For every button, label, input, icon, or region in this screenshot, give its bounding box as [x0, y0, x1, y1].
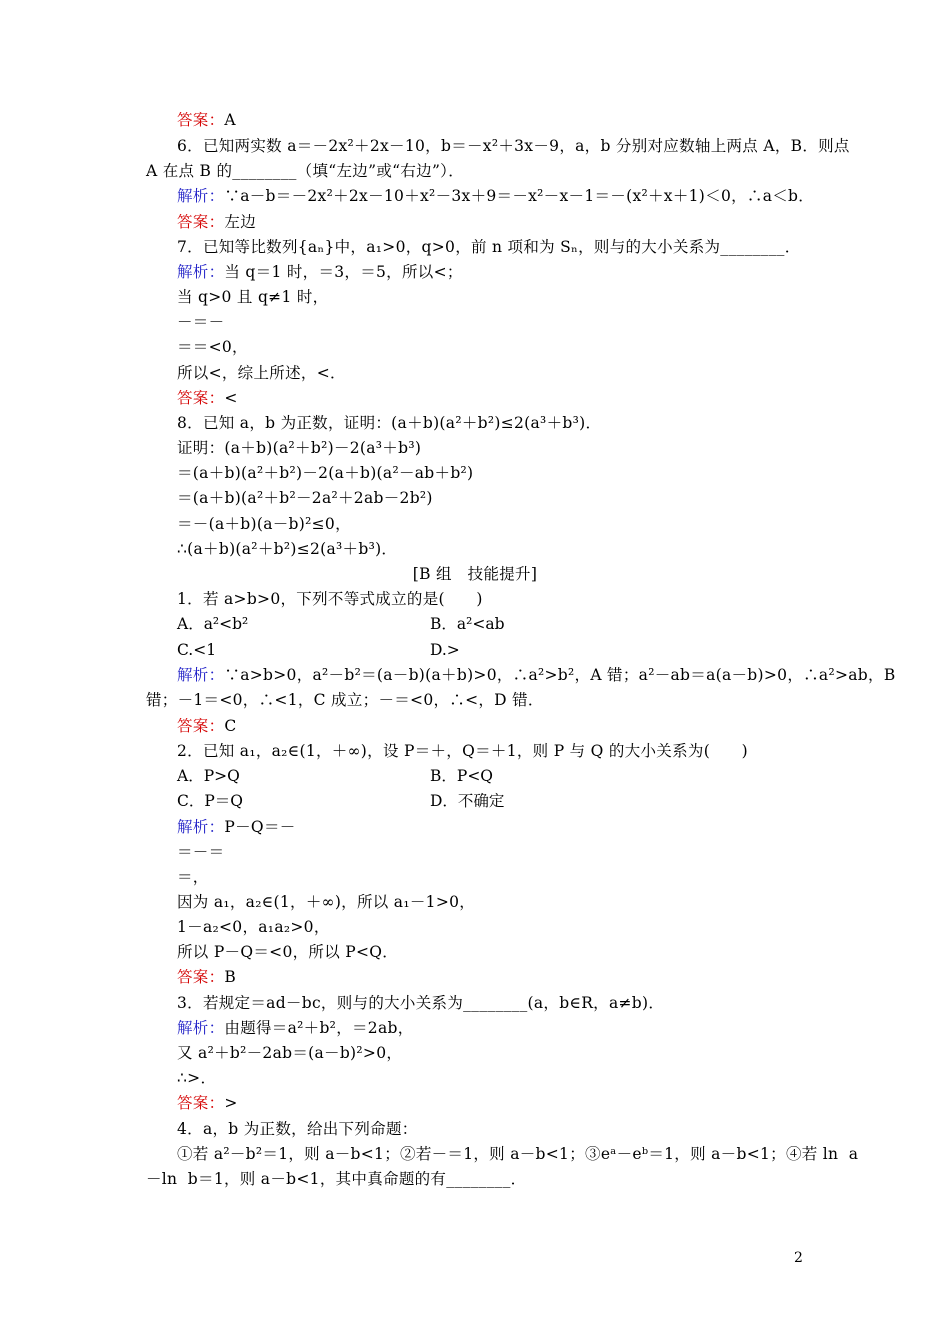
text-line — [177, 917, 330, 937]
analysis-label: 解析： — [177, 1019, 225, 1037]
text-span: 当 q＝1 时，＝3，＝5，所以<； — [224, 263, 463, 281]
text-line — [177, 993, 664, 1013]
text-line — [177, 262, 463, 282]
text-line — [177, 463, 473, 483]
choice-option: D.> — [430, 641, 460, 659]
text-line — [146, 1169, 526, 1189]
choice-option: A．a²<b² — [177, 615, 249, 633]
text-span: A 在点 B 的________（填“左边”或“右边”）． — [146, 162, 465, 180]
text-line — [177, 363, 346, 383]
text-span: < — [224, 389, 238, 407]
answer-label: 答案： — [177, 389, 225, 407]
text-line — [177, 388, 238, 408]
text-span: ＝(a＋b)(a²＋b²)－2(a＋b)(a²－ab＋b²) — [177, 464, 474, 482]
text-span: ＝－(a＋b)(a－b)²≤0， — [177, 515, 351, 533]
text-line — [177, 337, 248, 357]
answer-label: 答案： — [177, 111, 225, 129]
text-line — [177, 413, 601, 433]
page-number: 2 — [794, 1250, 803, 1266]
text-span: P－Q＝－ — [224, 818, 296, 836]
text-span: －＝－ — [177, 313, 225, 331]
text-span: 1－a₂<0，a₁a₂>0， — [177, 918, 330, 936]
text-line — [177, 312, 224, 332]
analysis-label: 解析： — [177, 666, 225, 684]
text-span: 又 a²＋b²－2ab＝(a－b)²>0， — [177, 1044, 403, 1062]
text-line — [177, 539, 397, 559]
text-span: > — [224, 1094, 238, 1112]
text-line — [177, 514, 351, 534]
text-line — [177, 665, 896, 685]
text-line — [177, 488, 433, 508]
text-span: 证明：(a＋b)(a²＋b²)－2(a³＋b³) — [177, 439, 422, 457]
text-span: ①若 a²－b²＝1，则 a－b<1；②若－＝1，则 a－b<1；③eᵃ－eᵇ＝1，则 a－b<1；④若 ln a — [177, 1145, 859, 1163]
text-span: 所以<，综上所述，<． — [177, 364, 346, 382]
text-span: ∵a>b>0，a²－b²＝(a－b)(a＋b)>0，∴a²>b²，A 错；a²－ab＝a(a－b)>0，∴a²>ab，B — [224, 666, 896, 684]
analysis-label: 解析： — [177, 263, 225, 281]
text-span: A — [224, 111, 236, 129]
text-span: ∴(a＋b)(a²＋b²)≤2(a³＋b³)． — [177, 540, 398, 558]
text-line — [177, 212, 256, 232]
text-span: ＝， — [177, 868, 209, 886]
text-line — [177, 817, 296, 837]
text-line — [177, 1018, 414, 1038]
text-line — [177, 589, 483, 609]
text-span: 2．已知 a₁，a₂∈(1，＋∞)，设 P＝＋，Q＝＋1，则 P 与 Q 的大小关系为( ) — [177, 742, 749, 760]
section-heading — [0, 564, 950, 584]
text-span: [B 组 技能提升] — [412, 565, 538, 583]
text-line — [177, 741, 748, 761]
text-span: 4．a，b 为正数，给出下列命题： — [177, 1120, 418, 1138]
text-span: B — [224, 968, 237, 986]
text-span: 因为 a₁，a₂∈(1，＋∞)，所以 a₁－1>0， — [177, 893, 476, 911]
text-span: ＝＝<0， — [177, 338, 248, 356]
analysis-label: 解析： — [177, 187, 225, 205]
text-line — [177, 842, 224, 862]
text-span: 由题得＝a²＋b²，＝2ab， — [224, 1019, 414, 1037]
text-line — [177, 1119, 418, 1139]
text-line — [177, 1144, 858, 1164]
text-span: 7．已知等比数列{aₙ}中，a₁>0，q>0，前 n 项和为 Sₙ，则与的大小关系为________． — [177, 238, 801, 256]
text-line — [146, 161, 464, 181]
choice-option: C.<1 — [177, 641, 217, 659]
text-span: ∴>． — [177, 1069, 217, 1087]
text-line — [177, 438, 421, 458]
text-line — [177, 136, 850, 156]
text-line — [177, 967, 236, 987]
text-span: 3．若规定＝ad－bc，则与的大小关系为________(a，b∈R，a≠b)． — [177, 994, 665, 1012]
text-line — [177, 1068, 216, 1088]
text-span: 1．若 a>b>0，下列不等式成立的是( ) — [177, 590, 483, 608]
text-span: ＝(a＋b)(a²＋b²－2a²＋2ab－2b²) — [177, 489, 433, 507]
text-line — [177, 867, 209, 887]
choice-option: A．P>Q — [177, 767, 240, 785]
text-span: 8．已知 a，b 为正数，证明：(a＋b)(a²＋b²)≤2(a³＋b³)． — [177, 414, 602, 432]
answer-label: 答案： — [177, 717, 225, 735]
text-span: 错；－1＝<0，∴<1，C 成立；－＝<0，∴<，D 错． — [146, 691, 544, 709]
text-span: C — [224, 717, 237, 735]
text-line — [177, 237, 801, 257]
choice-option: B．a²<ab — [430, 615, 505, 633]
text-line — [177, 892, 475, 912]
text-line — [146, 690, 544, 710]
text-line — [177, 716, 237, 736]
text-span: ＝－＝ — [177, 843, 225, 861]
answer-label: 答案： — [177, 1094, 225, 1112]
text-span: －ln b＝1，则 a－b<1，其中真命题的有________． — [146, 1170, 527, 1188]
text-span: ∵a－b＝－2x²＋2x－10＋x²－3x＋9＝－x²－x－1＝－(x²＋x＋1)＜0，∴a＜b． — [224, 187, 815, 205]
text-span: 所以 P－Q＝<0，所以 P<Q． — [177, 943, 399, 961]
choice-option: C．P＝Q — [177, 792, 243, 810]
choice-option: D．不确定 — [430, 792, 505, 810]
answer-label: 答案： — [177, 213, 225, 231]
text-line — [177, 110, 236, 130]
text-span: 6．已知两实数 a＝－2x²＋2x－10，b＝－x²＋3x－9，a，b 分别对应数轴上两点 A，B．则点 — [177, 137, 850, 155]
text-line — [177, 942, 398, 962]
text-span: 当 q>0 且 q≠1 时， — [177, 288, 329, 306]
text-span: 左边 — [224, 213, 257, 231]
analysis-label: 解析： — [177, 818, 225, 836]
text-line — [177, 186, 814, 206]
text-line — [177, 1043, 402, 1063]
text-line — [177, 287, 328, 307]
text-line — [177, 1093, 238, 1113]
answer-label: 答案： — [177, 968, 225, 986]
choice-option: B．P<Q — [430, 767, 494, 785]
